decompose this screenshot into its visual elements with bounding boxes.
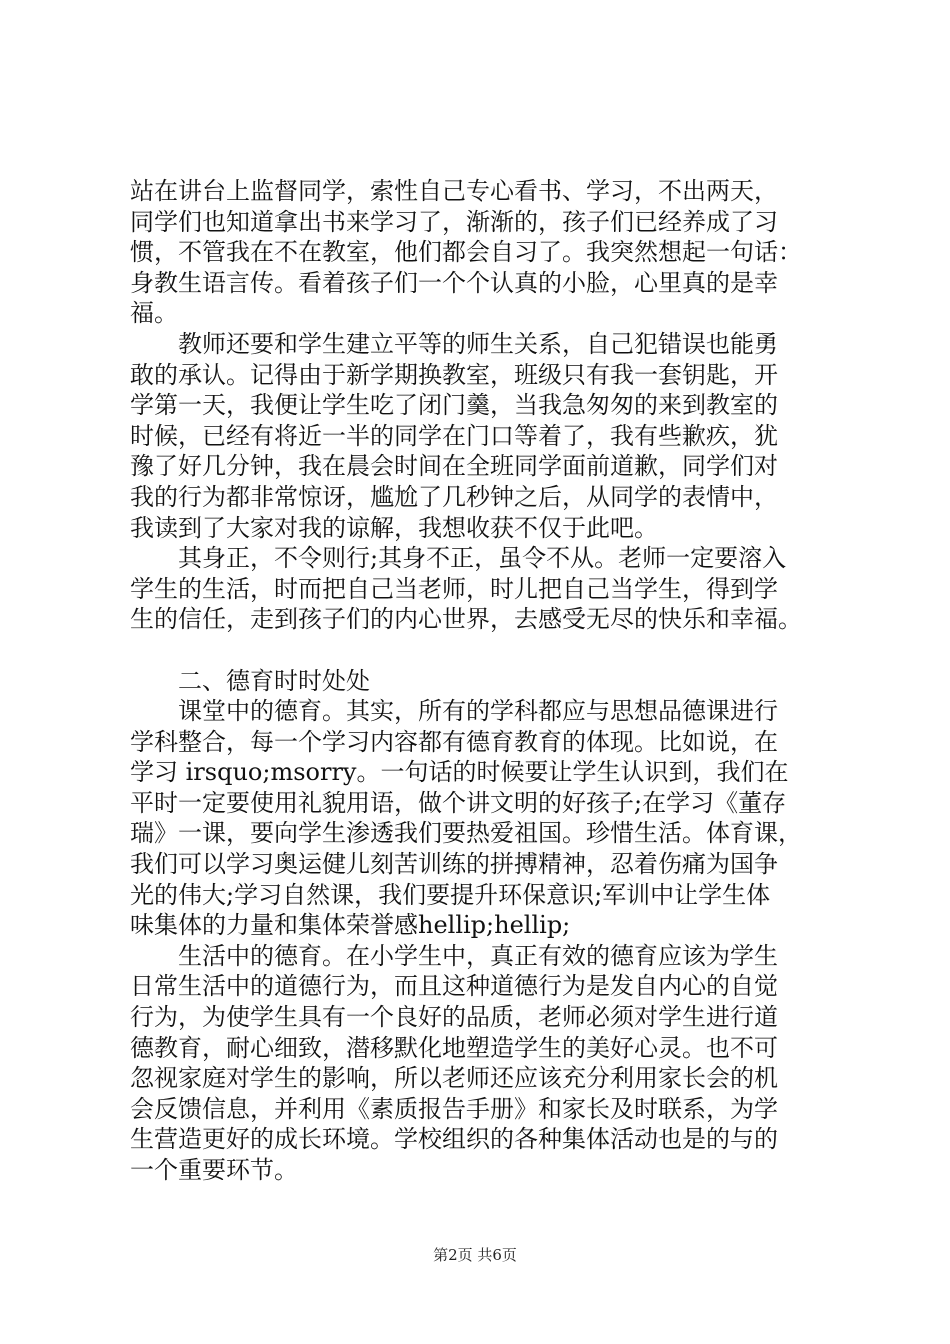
text-line: 忽视家庭对学生的影响，所以老师还应该充分利用家长会的机: [130, 1064, 778, 1093]
text-line: 行为，为使学生具有一个良好的品质，老师必须对学生进行道: [130, 1003, 778, 1032]
text-line: 身教生语言传。看着孩子们一个个认真的小脸，心里真的是幸: [130, 268, 778, 297]
text-line: 同学们也知道拿出书来学习了，渐渐的，孩子们已经养成了习: [130, 207, 778, 236]
text-line: 日常生活中的道德行为，而且这种道德行为是发自内心的自觉: [130, 972, 778, 1001]
text-line: 一个重要环节。: [130, 1156, 298, 1184]
text-line: 会反馈信息，并利用《素质报告手册》和家长及时联系，为学: [130, 1094, 778, 1123]
text-line: 瑞》一课，要向学生渗透我们要热爱祖国。珍惜生活。体育课，: [130, 819, 802, 848]
text-line: 光的伟大;学习自然课，我们要提升环保意识;军训中让学生体: [130, 880, 771, 909]
paragraph: [130, 941, 850, 1186]
paragraph: [130, 696, 850, 941]
text-line: 福。: [130, 299, 178, 328]
text-line: 我读到了大家对我的谅解，我想收获不仅于此吧。: [130, 513, 658, 542]
text-line: 学生的生活，时而把自己当老师，时儿把自己当学生，得到学: [130, 574, 778, 603]
text-line: 平时一定要使用礼貌用语，做个讲文明的好孩子;在学习《董存: [130, 788, 787, 817]
text-line: 生的信任，走到孩子们的内心世界，去感受无尽的快乐和幸福。: [130, 605, 802, 634]
text-line: 学第一天，我便让学生吃了闭门羹，当我急匆匆的来到教室的: [130, 391, 778, 420]
text-line: 豫了好几分钟，我在晨会时间在全班同学面前道歉，同学们对: [130, 452, 778, 481]
paragraph: [130, 543, 850, 635]
paragraph: [130, 176, 850, 329]
text-line: 其身正，不令则行;其身不正，虽令不从。老师一定要溶入: [178, 544, 787, 573]
document-body: [130, 176, 850, 1186]
paragraph-spacer: [130, 635, 850, 666]
text-line: 惯，不管我在不在教室，他们都会自习了。我突然想起一句话：: [130, 238, 802, 267]
text-line: 时候，已经有将近一半的同学在门口等着了，我有些歉疚，犹: [130, 421, 778, 450]
text-line: 我的行为都非常惊讶，尴尬了几秒钟之后，从同学的表情中，: [130, 482, 778, 511]
text-line: 生活中的德育。在小学生中，真正有效的德育应该为学生: [178, 941, 778, 970]
section-heading: 二、德育时时处处: [178, 666, 370, 695]
text-line: 敢的承认。记得由于新学期换教室，班级只有我一套钥匙，开: [130, 360, 778, 389]
paragraph: [130, 329, 850, 543]
text-line: 课堂中的德育。其实，所有的学科都应与思想品德课进行: [178, 697, 778, 726]
text-line: 味集体的力量和集体荣誉感hellip;hellip;: [130, 911, 571, 940]
page-number: 第2页 共6页: [433, 1246, 517, 1264]
text-line: 德教育，耐心细致，潜移默化地塑造学生的美好心灵。也不可: [130, 1033, 778, 1062]
text-line: 学习 irsquo;msorry。一句话的时候要让学生认识到，我们在: [130, 758, 789, 787]
text-line: 学科整合，每一个学习内容都有德育教育的体现。比如说，在: [130, 727, 778, 756]
text-line: 站在讲台上监督同学，索性自己专心看书、学习，不出两天，: [130, 177, 778, 205]
text-line: 生营造更好的成长环境。学校组织的各种集体活动也是的与的: [130, 1125, 778, 1154]
text-line: 我们可以学习奥运健儿刻苦训练的拼搏精神，忍着伤痛为国争: [130, 850, 778, 879]
text-line: 教师还要和学生建立平等的师生关系，自己犯错误也能勇: [178, 329, 778, 358]
